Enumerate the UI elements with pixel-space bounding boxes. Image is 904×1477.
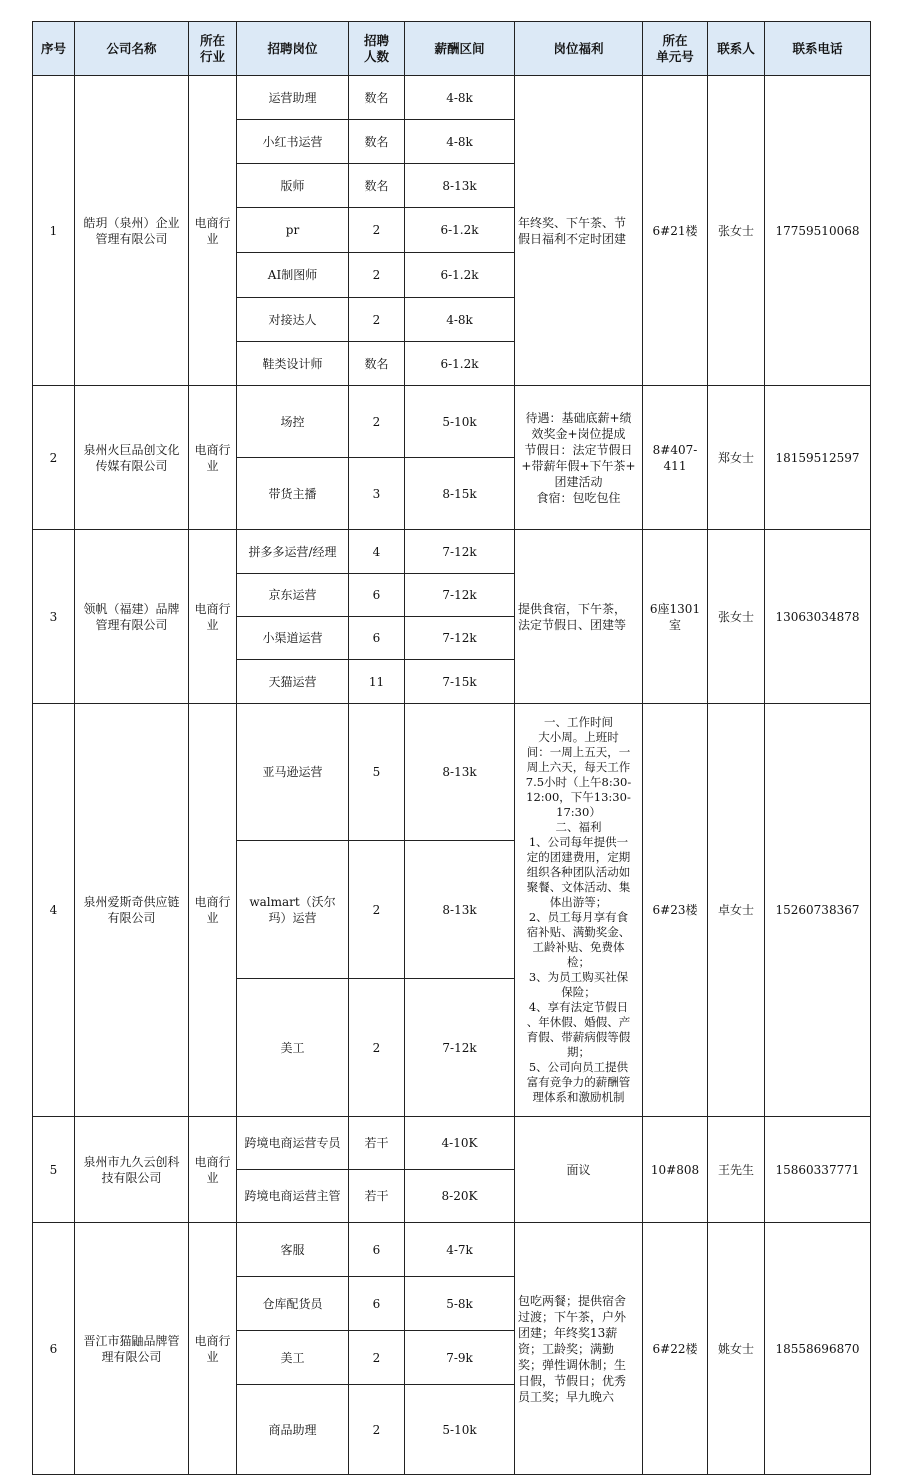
position-title: walmart（沃尔 玛）运营 xyxy=(237,841,349,979)
company-no: 5 xyxy=(33,1117,75,1223)
position-salary: 7-12k xyxy=(405,574,515,617)
company-phone: 18558696870 xyxy=(765,1223,871,1475)
position-count: 2 xyxy=(349,979,405,1117)
company-phone: 15260738367 xyxy=(765,704,871,1117)
company-unit: 6#21楼 xyxy=(643,76,708,386)
position-salary: 7-9k xyxy=(405,1331,515,1385)
header-company: 公司名称 xyxy=(75,22,189,76)
table-row xyxy=(33,386,871,458)
position-count: 数名 xyxy=(349,120,405,164)
position-title: 小红书运营 xyxy=(237,120,349,164)
position-title: 版师 xyxy=(237,164,349,208)
company-name: 领帆（福建）品牌 管理有限公司 xyxy=(75,530,189,704)
position-title: 跨境电商运营主管 xyxy=(237,1170,349,1223)
position-salary: 7-12k xyxy=(405,617,515,660)
position-salary: 8-13k xyxy=(405,164,515,208)
company-contact: 卓女士 xyxy=(708,704,765,1117)
company-unit: 8#407-411 xyxy=(643,386,708,530)
company-contact: 姚女士 xyxy=(708,1223,765,1475)
position-salary: 6-1.2k xyxy=(405,253,515,298)
position-title: 亚马逊运营 xyxy=(237,704,349,841)
position-count: 2 xyxy=(349,208,405,253)
position-salary: 8-13k xyxy=(405,841,515,979)
company-benefits: 一、工作时间 大小周。上班时 间：一周上五天，一 周上六天，每天工作 7.5小时（上午8:30- 12:00，下午13:30- 17:30） 二、福利 1、公司每年提供一 定的团建费用，定期 组织各种团队活动如 聚餐、文体活动、集 体出游等； 2、员工每月享有食 宿补贴、满勤奖金、 工龄补贴、免费体 检； 3、为员工购买社保 保险； 4、享有法定节假日 、年休假、婚假、产 育假、带薪病假等假 期； 5、公司向员工提供 富有竞争力的薪酬管 理体系和激励机制 xyxy=(515,704,643,1117)
header-contact: 联系人 xyxy=(708,22,765,76)
position-count: 2 xyxy=(349,386,405,458)
position-salary: 4-7k xyxy=(405,1223,515,1277)
position-title: pr xyxy=(237,208,349,253)
company-name: 泉州市九久云创科 技有限公司 xyxy=(75,1117,189,1223)
company-contact: 郑女士 xyxy=(708,386,765,530)
company-benefits: 待遇：基础底薪+绩 效奖金+岗位提成 节假日：法定节假日 +带薪年假+下午茶+ 团建活动 食宿：包吃包住 xyxy=(515,386,643,530)
position-title: 京东运营 xyxy=(237,574,349,617)
company-phone: 17759510068 xyxy=(765,76,871,386)
company-unit: 6座1301室 xyxy=(643,530,708,704)
position-salary: 7-12k xyxy=(405,530,515,574)
company-contact: 王先生 xyxy=(708,1117,765,1223)
company-no: 4 xyxy=(33,704,75,1117)
position-count: 6 xyxy=(349,1277,405,1331)
position-salary: 4-8k xyxy=(405,298,515,342)
position-title: 运营助理 xyxy=(237,76,349,120)
position-count: 2 xyxy=(349,253,405,298)
position-salary: 5-10k xyxy=(405,386,515,458)
company-benefits: 年终奖、下午茶、节 假日福利不定时团建 xyxy=(515,76,643,386)
table-body xyxy=(33,76,871,1475)
position-count: 若干 xyxy=(349,1117,405,1170)
company-unit: 6#22楼 xyxy=(643,1223,708,1475)
company-name: 晋江市猫鼬品牌管 理有限公司 xyxy=(75,1223,189,1475)
header-position: 招聘岗位 xyxy=(237,22,349,76)
table-row xyxy=(33,76,871,120)
position-salary: 7-12k xyxy=(405,979,515,1117)
position-salary: 4-8k xyxy=(405,120,515,164)
position-count: 2 xyxy=(349,841,405,979)
header-unit: 所在 单元号 xyxy=(643,22,708,76)
position-salary: 5-8k xyxy=(405,1277,515,1331)
position-count: 2 xyxy=(349,1385,405,1475)
company-no: 3 xyxy=(33,530,75,704)
position-count: 数名 xyxy=(349,342,405,386)
header-salary: 薪酬区间 xyxy=(405,22,515,76)
position-title: 美工 xyxy=(237,1331,349,1385)
company-contact: 张女士 xyxy=(708,530,765,704)
company-benefits: 面议 xyxy=(515,1117,643,1223)
table-row xyxy=(33,530,871,574)
position-count: 6 xyxy=(349,1223,405,1277)
position-title: 对接达人 xyxy=(237,298,349,342)
company-no: 2 xyxy=(33,386,75,530)
position-title: 仓库配货员 xyxy=(237,1277,349,1331)
company-name: 泉州火巨品创文化 传媒有限公司 xyxy=(75,386,189,530)
company-no: 6 xyxy=(33,1223,75,1475)
company-industry: 电商行 业 xyxy=(189,1117,237,1223)
position-count: 6 xyxy=(349,574,405,617)
position-salary: 8-20K xyxy=(405,1170,515,1223)
position-count: 2 xyxy=(349,1331,405,1385)
position-count: 11 xyxy=(349,660,405,704)
position-salary: 8-13k xyxy=(405,704,515,841)
position-title: 商品助理 xyxy=(237,1385,349,1475)
table-row xyxy=(33,704,871,841)
company-industry: 电商行 业 xyxy=(189,1223,237,1475)
position-title: 小渠道运营 xyxy=(237,617,349,660)
position-count: 若干 xyxy=(349,1170,405,1223)
position-title: 带货主播 xyxy=(237,458,349,530)
position-title: 鞋类设计师 xyxy=(237,342,349,386)
company-industry: 电商行 业 xyxy=(189,530,237,704)
position-count: 3 xyxy=(349,458,405,530)
position-count: 6 xyxy=(349,617,405,660)
company-phone: 15860337771 xyxy=(765,1117,871,1223)
company-phone: 18159512597 xyxy=(765,386,871,530)
position-salary: 4-8k xyxy=(405,76,515,120)
header-phone: 联系电话 xyxy=(765,22,871,76)
table-row xyxy=(33,1223,871,1277)
position-title: 拼多多运营/经理 xyxy=(237,530,349,574)
position-count: 2 xyxy=(349,298,405,342)
position-title: 美工 xyxy=(237,979,349,1117)
position-count: 数名 xyxy=(349,76,405,120)
position-count: 数名 xyxy=(349,164,405,208)
company-industry: 电商行 业 xyxy=(189,386,237,530)
position-salary: 8-15k xyxy=(405,458,515,530)
company-unit: 6#23楼 xyxy=(643,704,708,1117)
company-no: 1 xyxy=(33,76,75,386)
header-count: 招聘 人数 xyxy=(349,22,405,76)
position-title: 天猫运营 xyxy=(237,660,349,704)
company-name: 泉州爱斯奇供应链 有限公司 xyxy=(75,704,189,1117)
position-title: 客服 xyxy=(237,1223,349,1277)
recruitment-table xyxy=(32,21,871,1475)
header-industry: 所在 行业 xyxy=(189,22,237,76)
table-row xyxy=(33,1117,871,1170)
position-salary: 4-10K xyxy=(405,1117,515,1170)
company-industry: 电商行 业 xyxy=(189,76,237,386)
position-salary: 6-1.2k xyxy=(405,342,515,386)
company-industry: 电商行 业 xyxy=(189,704,237,1117)
position-count: 4 xyxy=(349,530,405,574)
company-phone: 13063034878 xyxy=(765,530,871,704)
header-no: 序号 xyxy=(33,22,75,76)
company-unit: 10#808 xyxy=(643,1117,708,1223)
company-name: 皓玥（泉州）企业 管理有限公司 xyxy=(75,76,189,386)
position-salary: 5-10k xyxy=(405,1385,515,1475)
position-salary: 7-15k xyxy=(405,660,515,704)
position-count: 5 xyxy=(349,704,405,841)
company-contact: 张女士 xyxy=(708,76,765,386)
header-benefits: 岗位福利 xyxy=(515,22,643,76)
company-benefits: 包吃两餐；提供宿舍 过渡；下午茶，户外 团建；年终奖13薪 资；工龄奖；满勤 奖；弹性调休制；生 日假，节假日；优秀 员工奖；早九晚六 xyxy=(515,1223,643,1475)
position-title: AI制图师 xyxy=(237,253,349,298)
position-title: 跨境电商运营专员 xyxy=(237,1117,349,1170)
table-header-row xyxy=(33,22,871,76)
company-benefits: 提供食宿，下午茶， 法定节假日、团建等 xyxy=(515,530,643,704)
position-salary: 6-1.2k xyxy=(405,208,515,253)
position-title: 场控 xyxy=(237,386,349,458)
